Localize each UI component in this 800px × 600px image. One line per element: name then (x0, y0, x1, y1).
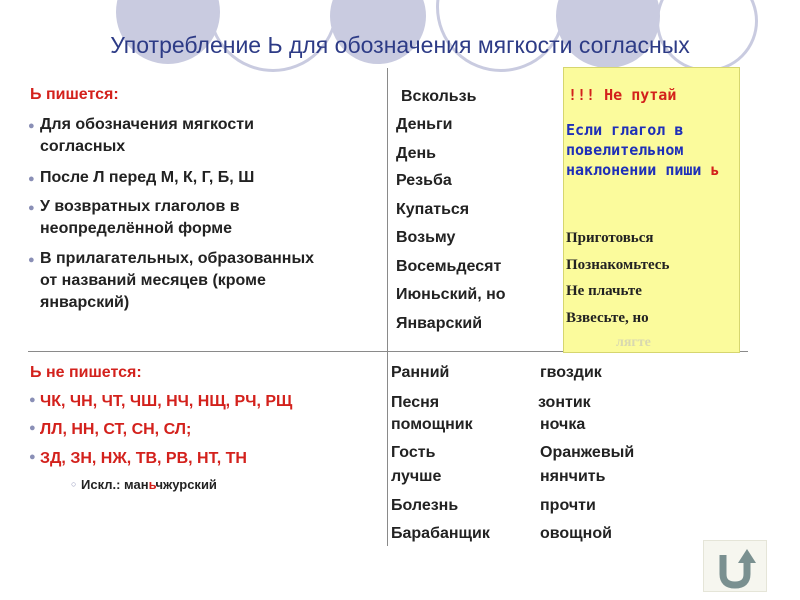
example-word: Барабанщик (391, 525, 490, 542)
example-word: Восемьдесят (396, 258, 502, 275)
bullet-icon: ● (29, 451, 36, 463)
bullet-icon: ● (28, 254, 35, 266)
example-word: нянчить (540, 468, 606, 485)
column-divider (387, 68, 388, 546)
example-word: Оранжевый (540, 444, 635, 461)
bullet-icon: ● (29, 422, 36, 434)
example-word: Деньги (396, 116, 453, 133)
bullet-icon: ● (29, 394, 36, 406)
bullet-icon: ● (28, 202, 35, 214)
example-word: Июньский, но (396, 286, 506, 303)
not-written-heading: Ь не пишется: (30, 364, 142, 381)
rule-item: ● В прилагательных, образованных от названий месяцев (кроме январский) (28, 250, 315, 311)
example-word: лучше (391, 468, 442, 485)
note-example: Приготовься (566, 230, 654, 246)
example-word: прочти (540, 497, 596, 514)
rule-item: ● Для обозначения мягкости согласных (28, 116, 254, 155)
page-title: Употребление Ь для обозначения мягкости согласных (110, 32, 690, 58)
return-button[interactable] (703, 540, 767, 592)
rule-item: ● У возвратных глаголов в неопределённой форме (28, 198, 240, 237)
example-word: Вскользь (401, 88, 477, 105)
example-word: Возьму (396, 229, 456, 246)
note-example-faded: лягте (616, 335, 651, 350)
combo-item: ● ЛЛ, НН, СТ, СН, СЛ; (29, 421, 192, 438)
example-word: ночка (540, 416, 586, 433)
rule-item: ● После Л перед М, К, Г, Б, Ш (40, 167, 360, 189)
example-word: Песня (391, 394, 440, 411)
example-word: День (396, 145, 436, 162)
note-example: Не плачьте (566, 283, 642, 299)
example-word: Купаться (396, 201, 470, 218)
bullet-icon: ○ (71, 479, 77, 489)
example-word: Ранний (391, 364, 450, 381)
combo-item: ● ЧК, ЧН, ЧТ, ЧШ, НЧ, НЩ, РЧ, РЩ (29, 393, 293, 410)
note-box (563, 67, 740, 353)
note-example: Познакомьтесь (566, 257, 670, 273)
bullet-icon: ● (28, 173, 35, 185)
example-word: зонтик (538, 394, 591, 411)
combo-item: ● ЗД, ЗН, НЖ, ТВ, РВ, НТ, ТН (29, 450, 247, 467)
example-word: гвоздик (540, 364, 602, 381)
written-heading: Ь пишется: (30, 86, 119, 103)
u-turn-arrow-icon (704, 541, 766, 591)
exception-note: ○ Искл.: маньчжурский (71, 477, 217, 492)
example-word: Болезнь (391, 497, 459, 514)
note-example: Взвесьте, но (566, 310, 649, 326)
example-word: овощной (540, 525, 612, 542)
example-word: помощник (391, 416, 473, 433)
example-word: Гость (391, 444, 436, 461)
note-rule: Если глагол в повелительном наклонении пиши ь (566, 121, 720, 179)
bullet-icon: ● (28, 120, 35, 132)
example-word: Резьба (396, 172, 452, 189)
note-heading: !!! Не путай (568, 86, 677, 104)
example-word: Январский (396, 315, 483, 332)
